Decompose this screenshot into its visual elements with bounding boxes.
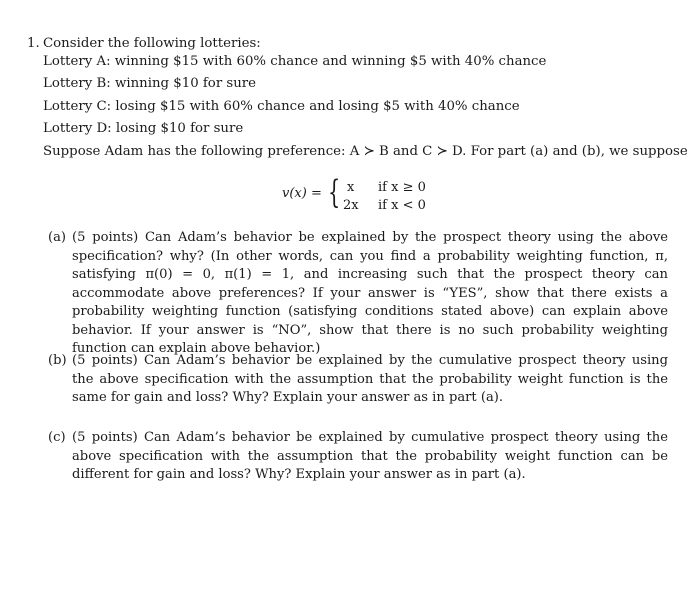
lottery-d: Lottery D: losing $10 for sure — [43, 121, 244, 136]
formula-brace: { — [328, 173, 341, 211]
lottery-c: Lottery C: losing $15 with 60% chance and losing $5 with 40% chance — [43, 99, 520, 114]
lottery-a: Lottery A: winning $15 with 60% chance and winning $5 with 40% chance — [43, 54, 547, 69]
question-intro: Consider the following lotteries: — [43, 36, 261, 51]
part-b-label: (b) — [48, 353, 67, 368]
question-number: 1. — [27, 36, 40, 51]
formula-case2-condition: if x < 0 — [378, 198, 426, 213]
formula-lhs: v(x) = — [282, 186, 322, 201]
part-a-label: (a) — [48, 230, 67, 245]
preference-statement: Suppose Adam has the following preference: A ≻ B and C ≻ D. For part (a) and (b), we suppose — [43, 144, 688, 159]
part-c-text: (5 points) Can Adam’s behavior be explained by cumulative prospect theory using the above specification with the assumption that the probability weight function can be different for gain and loss? Why? Explain your answer as in part (a). — [72, 430, 668, 482]
part-c-label: (c) — [48, 430, 66, 445]
formula-case1-value: x — [347, 180, 355, 195]
lottery-b: Lottery B: winning $10 for sure — [43, 76, 257, 91]
formula-case2-value: 2x — [343, 198, 359, 213]
part-a-text: (5 points) Can Adam’s behavior be explained by the prospect theory using the above specification? why? (In other words, can you find a probability weighting function, π, satisfying π(0) = 0, π(1) = 1, and increasing such that the prospect theory can accommodate above preferences? If your answer is “YES”, show that there exists a probability weighting function (satisfying conditions stated above) can explain above behavior. If your answer is “NO”, show that there is no such probability weighting function can explain above behavior.) — [72, 230, 668, 356]
formula-case1-condition: if x ≥ 0 — [378, 180, 426, 195]
part-b-text: (5 points) Can Adam’s behavior be explained by the cumulative prospect theory using the above specification with the assumption that the probability weight function is the same for gain and loss? Why? Explain your answer as in part (a). — [72, 353, 668, 405]
